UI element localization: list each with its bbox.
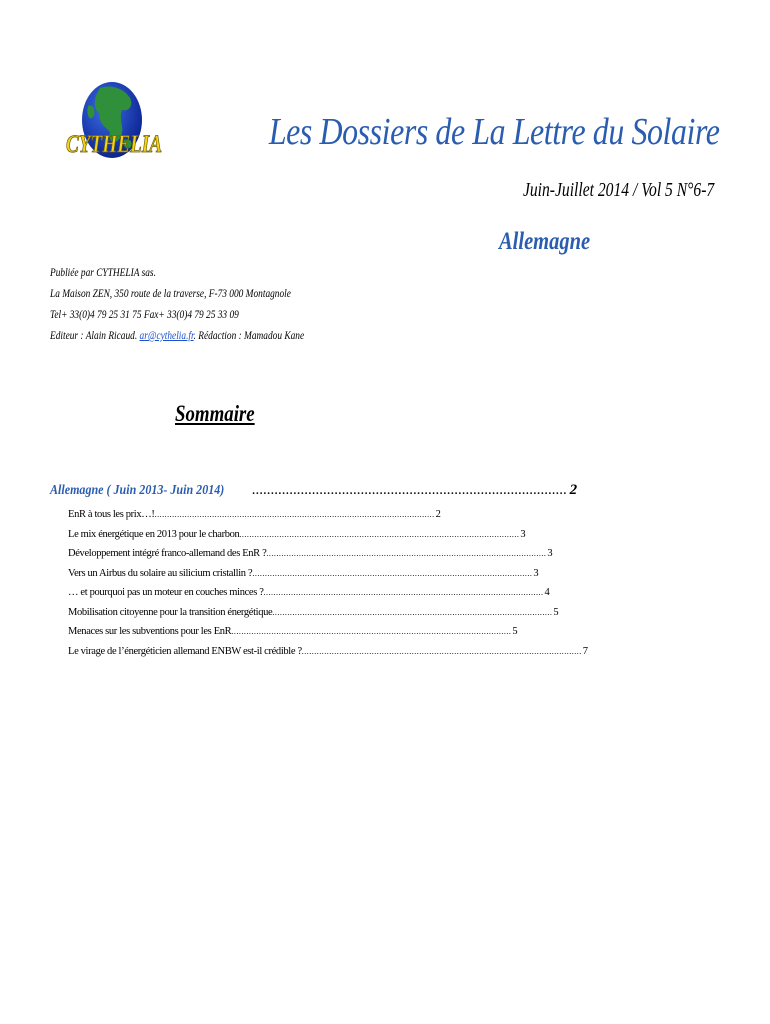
toc-item-page: 4	[544, 587, 550, 598]
toc-item-page: 3	[533, 567, 539, 579]
toc-item-title: Le mix énergétique en 2013 pour le charbon	[68, 528, 240, 540]
logo-wordmark: CYTHELIA	[66, 131, 162, 158]
toc-item[interactable]	[68, 544, 553, 564]
editor-label: Editeur : Alain Ricaud.	[50, 328, 138, 342]
toc-item[interactable]	[68, 603, 559, 623]
dot-leader: ................................................................................................................	[231, 627, 512, 636]
toc-item[interactable]	[68, 564, 539, 584]
toc-items	[50, 505, 589, 661]
toc-item-page: 7	[582, 645, 589, 657]
toc-heading: Sommaire	[175, 401, 255, 426]
toc-section-page: 2	[569, 482, 578, 498]
toc-section-entry[interactable]	[50, 480, 578, 501]
redaction-label: . Rédaction : Mamadou Kane	[193, 328, 305, 342]
editor-email-link[interactable]: ar@cythelia.fr	[139, 328, 194, 342]
dot-leader: ....................................................................................	[252, 485, 568, 497]
issue-number: Juin-Juillet 2014 / Vol 5 N°6-7	[522, 179, 714, 201]
dot-leader: ................................................................................................................	[263, 588, 544, 597]
dot-leader: ................................................................................................................	[252, 568, 533, 578]
toc-item-page: 2	[435, 509, 441, 520]
page-title: Les Dossiers de La Lettre du Solaire	[269, 111, 720, 153]
toc-item-title: Menaces sur les subventions pour les EnR	[68, 626, 232, 637]
dot-leader: ................................................................................................................	[266, 549, 547, 558]
dot-leader: ................................................................................................................	[154, 510, 435, 519]
toc-item-title: Le virage de l’énergéticien allemand ENBW est-il crédible ?	[68, 645, 302, 657]
toc-item-title: EnR à tous les prix…!	[68, 509, 155, 520]
globe-logo-icon	[64, 76, 168, 172]
toc-item-title: Mobilisation citoyenne pour la transition énergétique	[68, 606, 273, 618]
toc-item[interactable]	[68, 505, 441, 525]
toc-item-page: 3	[547, 548, 553, 559]
toc-item[interactable]	[68, 583, 550, 603]
issue-topic: Allemagne	[498, 228, 590, 255]
toc-item-title: Développement intégré franco-allemand des EnR ?	[68, 548, 267, 559]
table-of-contents	[50, 480, 589, 661]
toc-item-title: … et pourquoi pas un moteur en couches minces ?	[68, 587, 264, 598]
toc-section-title: Allemagne ( Juin 2013- Juin 2014)	[50, 483, 225, 498]
toc-item-page: 5	[553, 606, 559, 618]
dot-leader: ................................................................................................................	[272, 607, 553, 617]
dot-leader: ................................................................................................................	[239, 529, 520, 539]
toc-item[interactable]	[68, 622, 518, 642]
toc-item[interactable]	[68, 525, 526, 545]
editor-line	[50, 325, 304, 346]
toc-item-page: 5	[512, 626, 518, 637]
dot-leader: ................................................................................................................	[301, 646, 582, 656]
cythelia-logo	[64, 76, 168, 172]
address-line: La Maison ZEN, 350 route de la traverse, F-73 000 Montagnole	[50, 286, 291, 300]
phone-fax-line: Tel+ 33(0)4 79 25 31 75 Fax+ 33(0)4 79 25 33 09	[50, 307, 239, 321]
publisher-line: Publiée par CYTHELIA sas.	[50, 265, 156, 279]
toc-item-title: Vers un Airbus du solaire au silicium cristallin ?	[68, 567, 253, 579]
publisher-info	[50, 262, 304, 346]
toc-item[interactable]	[68, 642, 589, 662]
toc-item-page: 3	[520, 528, 526, 540]
